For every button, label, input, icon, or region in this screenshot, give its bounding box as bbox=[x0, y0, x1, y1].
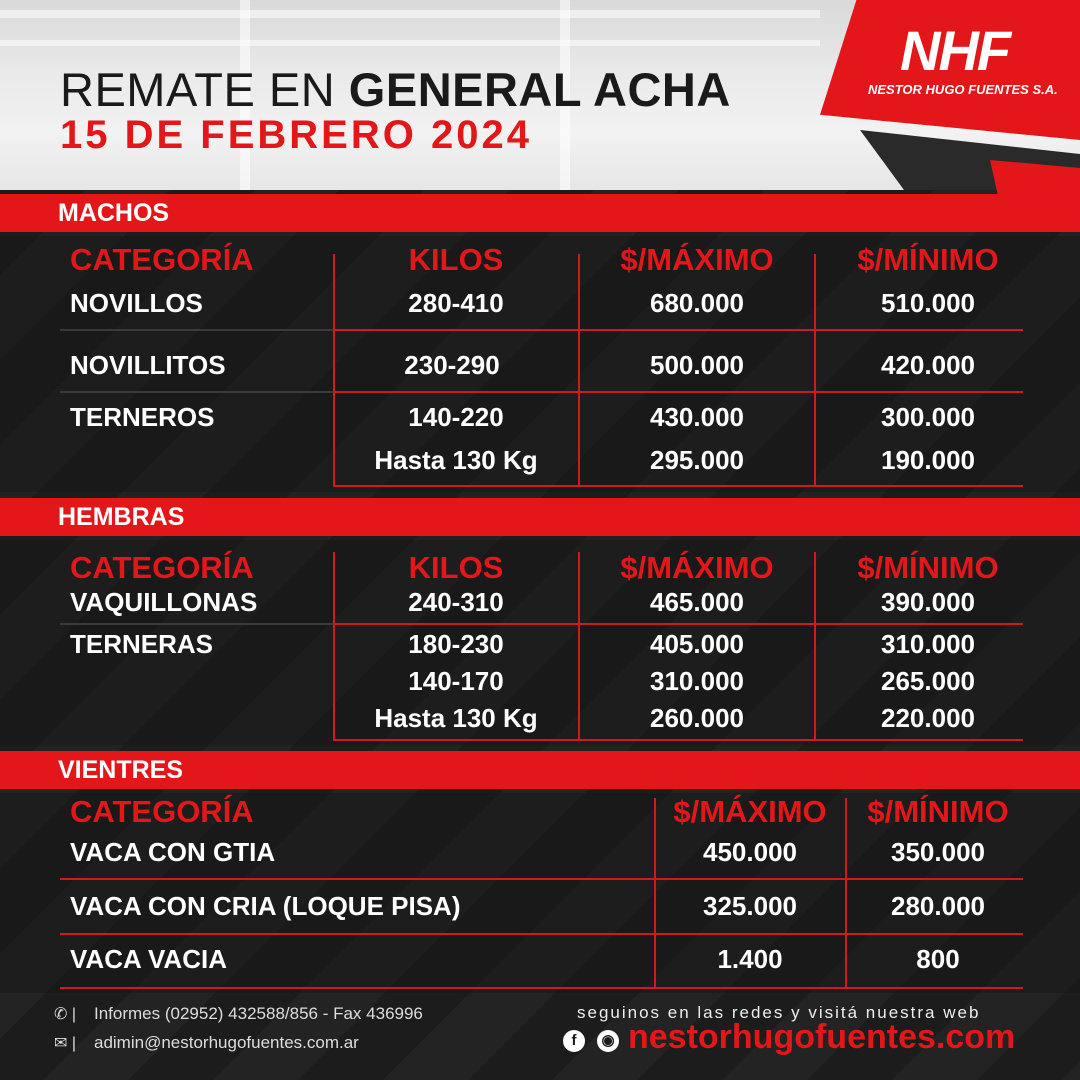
mail-icon: ✉ | bbox=[54, 1035, 77, 1052]
page-title: REMATE EN GENERAL ACHA bbox=[60, 63, 731, 116]
table-cell: 680.000 bbox=[650, 288, 744, 318]
instagram-icon[interactable]: ◉ bbox=[597, 1030, 619, 1052]
section-machos: MACHOS bbox=[0, 194, 1080, 232]
company-logo bbox=[820, 0, 1080, 190]
table-cell: 240-310 bbox=[408, 587, 504, 617]
table-cell: 430.000 bbox=[650, 402, 744, 432]
logo-mark: NHF bbox=[900, 19, 1010, 82]
hembras-header-minimo: $/MÍNIMO bbox=[857, 550, 999, 585]
section-vientres: VIENTRES bbox=[0, 751, 1080, 789]
machos-header-maximo: $/MÁXIMO bbox=[620, 242, 774, 277]
table-cell: 280-410 bbox=[408, 288, 504, 318]
phone-icon: ✆ | bbox=[54, 1006, 77, 1023]
table-cell: 310.000 bbox=[650, 666, 744, 696]
table-cell: 140-170 bbox=[408, 666, 504, 696]
table-cell: NOVILLITOS bbox=[70, 350, 226, 380]
logo-company-name: NESTOR HUGO FUENTES S.A. bbox=[868, 82, 1058, 97]
table-cell: 325.000 bbox=[703, 891, 797, 921]
table-cell: 280.000 bbox=[891, 891, 985, 921]
hembras-header-categoria: CATEGORÍA bbox=[70, 550, 254, 585]
table-cell: 260.000 bbox=[650, 703, 744, 733]
table-cell: 500.000 bbox=[650, 350, 744, 380]
machos-header-kilos: KILOS bbox=[408, 242, 504, 277]
table-cell: 220.000 bbox=[881, 703, 975, 733]
table-cell: TERNEROS bbox=[70, 402, 215, 432]
vientres-header-maximo: $/MÁXIMO bbox=[673, 794, 827, 829]
table-cell: 140-220 bbox=[408, 402, 504, 432]
hembras-header-kilos: KILOS bbox=[408, 550, 504, 585]
table-cell: VACA CON GTIA bbox=[70, 837, 276, 867]
table-cell: VACA VACIA bbox=[70, 944, 227, 974]
table-cell: 300.000 bbox=[881, 402, 975, 432]
table-cell: 405.000 bbox=[650, 629, 744, 659]
machos-header-minimo: $/MÍNIMO bbox=[857, 242, 999, 277]
table-cell: 265.000 bbox=[881, 666, 975, 696]
machos-header-categoria: CATEGORÍA bbox=[70, 242, 254, 277]
table-cell: NOVILLOS bbox=[70, 288, 203, 318]
table-cell: 190.000 bbox=[881, 445, 975, 475]
table-cell: 510.000 bbox=[881, 288, 975, 318]
hembras-header-maximo: $/MÁXIMO bbox=[620, 550, 774, 585]
website-link[interactable]: nestorhugofuentes.com bbox=[628, 1018, 1016, 1056]
table-cell: 295.000 bbox=[650, 445, 744, 475]
table-cell: 310.000 bbox=[881, 629, 975, 659]
table-cell: 180-230 bbox=[408, 629, 504, 659]
vientres-header-minimo: $/MÍNIMO bbox=[867, 794, 1009, 829]
follow-text: seguinos en las redes y visitá nuestra web bbox=[577, 1003, 981, 1022]
table-cell: TERNERAS bbox=[70, 629, 214, 659]
table-cell: 1.400 bbox=[717, 944, 783, 974]
table-cell: 390.000 bbox=[881, 587, 975, 617]
table-cell: 465.000 bbox=[650, 587, 744, 617]
facebook-icon[interactable]: f bbox=[563, 1030, 585, 1052]
table-cell: 230-290 bbox=[404, 350, 500, 380]
table-cell: Hasta 130 Kg bbox=[374, 703, 538, 733]
table-cell: Hasta 130 Kg bbox=[374, 445, 538, 475]
footer-phone: Informes (02952) 432588/856 - Fax 436996 bbox=[94, 1004, 423, 1023]
footer-email[interactable]: adimin@nestorhugofuentes.com.ar bbox=[94, 1033, 359, 1052]
table-cell: VAQUILLONAS bbox=[70, 587, 258, 617]
auction-date: 15 DE FEBRERO 2024 bbox=[60, 113, 532, 157]
table-cell: 450.000 bbox=[703, 837, 797, 867]
table-cell: 420.000 bbox=[881, 350, 975, 380]
vientres-header-categoria: CATEGORÍA bbox=[70, 794, 254, 829]
section-hembras: HEMBRAS bbox=[0, 498, 1080, 536]
table-cell: 800 bbox=[916, 944, 960, 974]
table-cell: VACA CON CRIA (LOQUE PISA) bbox=[70, 891, 461, 921]
table-cell: 350.000 bbox=[891, 837, 985, 867]
